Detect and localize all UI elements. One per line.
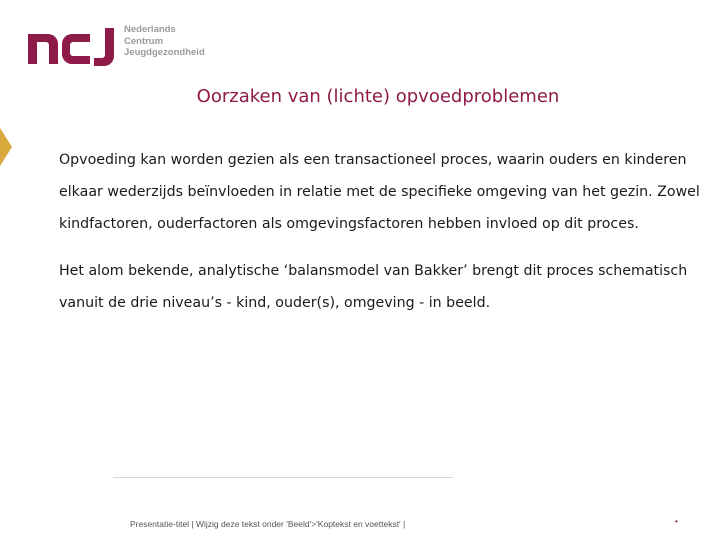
side-arrow-icon: [0, 128, 12, 166]
footer-divider: [113, 477, 453, 478]
slide-body: [59, 144, 719, 319]
ncj-logo-icon: [28, 28, 118, 66]
body-paragraph: Het alom bekende, analytische ‘balansmodel van Bakker’ brengt dit proces schematisch vanuit de drie niveau’s - kind, ouder(s), omgeving - in beeld.: [59, 263, 688, 311]
logo-line: Nederlands: [124, 24, 176, 35]
page-number: •: [675, 517, 678, 526]
body-paragraph: Opvoeding kan worden gezien als een transactioneel proces, waarin ouders en kinderen elkaar wederzijds beïnvloeden in relatie met de specifieke omgeving van het gezin. Zowel kindfactoren, ouderfactoren als omgevingsfactoren hebben invloed op dit proces.: [59, 152, 700, 232]
logo-line: Jeugdgezondheid: [124, 47, 205, 58]
footer-text: Presentatie-titel | Wijzig deze tekst onder 'Beeld'>'Koptekst en voettekst' |: [130, 519, 406, 529]
ncj-logo: [28, 24, 218, 68]
slide-title: Oorzaken van (lichte) opvoedproblemen: [196, 86, 560, 107]
logo-line: Centrum: [124, 35, 164, 47]
logo-wordmark: [124, 24, 205, 59]
